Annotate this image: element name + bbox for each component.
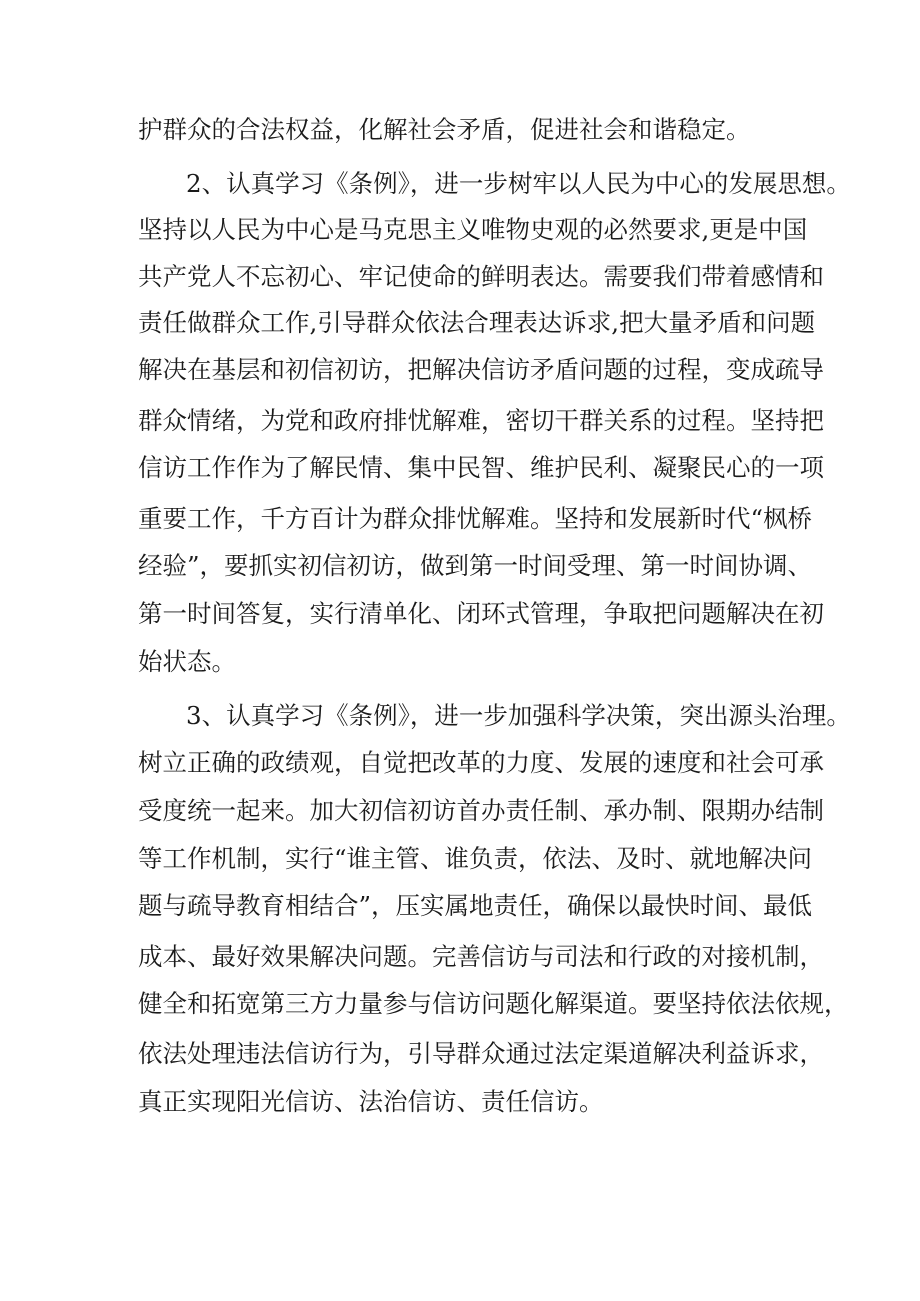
paragraph-2-line-1: 2、认真学习《条例》，进一步树牢以人民为中心的发展思想。 (186, 169, 851, 198)
paragraph-3-line-3: 受度统一起来。加大初信初访首办责任制、承办制、限期办结制 (138, 796, 824, 825)
paragraph-3-line-6: 成本、最好效果解决问题。完善信访与司法和行政的对接机制， (138, 942, 824, 971)
paragraph-1-line-1: 护群众的合法权益，化解社会矛盾，促进社会和谐稳定。 (138, 115, 751, 144)
paragraph-3-line-4: 等工作机制，实行“谁主管、谁负责，依法、及时、就地解决问 (138, 844, 813, 873)
paragraph-2-line-7: 信访工作作为了解民情、集中民智、维护民利、凝聚民心的一项 (138, 453, 824, 482)
paragraph-3-line-1: 3、认真学习《条例》，进一步加强科学决策，突出源头治理。 (186, 701, 851, 730)
paragraph-2-line-11: 始状态。 (138, 647, 236, 676)
paragraph-3-line-5: 题与疏导教育相结合”，压实属地责任，确保以最快时间、最低 (138, 891, 813, 920)
paragraph-2-line-2: 坚持以人民为中心是马克思主义唯物史观的必然要求,更是中国 (138, 215, 808, 244)
paragraph-2-line-6: 群众情绪，为党和政府排忧解难，密切干群关系的过程。坚持把 (138, 406, 824, 435)
paragraph-3-line-7: 健全和拓宽第三方力量参与信访问题化解渠道。要坚持依法依规， (138, 989, 849, 1018)
paragraph-3-line-8: 依法处理违法信访行为，引导群众通过法定渠道解决利益诉求， (138, 1039, 824, 1068)
paragraph-2-line-10: 第一时间答复，实行清单化、闭环式管理，争取把问题解决在初 (138, 599, 824, 628)
paragraph-2-line-5: 解决在基层和初信初访，把解决信访矛盾问题的过程，变成疏导 (138, 355, 824, 384)
paragraph-3-line-2: 树立正确的政绩观，自觉把改革的力度、发展的速度和社会可承 (138, 748, 824, 777)
paragraph-2-line-4: 责任做群众工作,引导群众依法合理表达诉求,把大量矛盾和问题 (138, 308, 816, 337)
paragraph-2-line-8: 重要工作，千方百计为群众排忧解难。坚持和发展新时代“枫桥 (138, 504, 813, 533)
paragraph-2-line-3: 共产党人不忘初心、牢记使命的鲜明表达。需要我们带着感情和 (138, 262, 824, 291)
paragraph-2-line-9: 经验”，要抓实初信初访，做到第一时间受理、第一时间协调、 (138, 551, 813, 580)
paragraph-3-line-9: 真正实现阳光信访、法治信访、责任信访。 (138, 1087, 604, 1116)
